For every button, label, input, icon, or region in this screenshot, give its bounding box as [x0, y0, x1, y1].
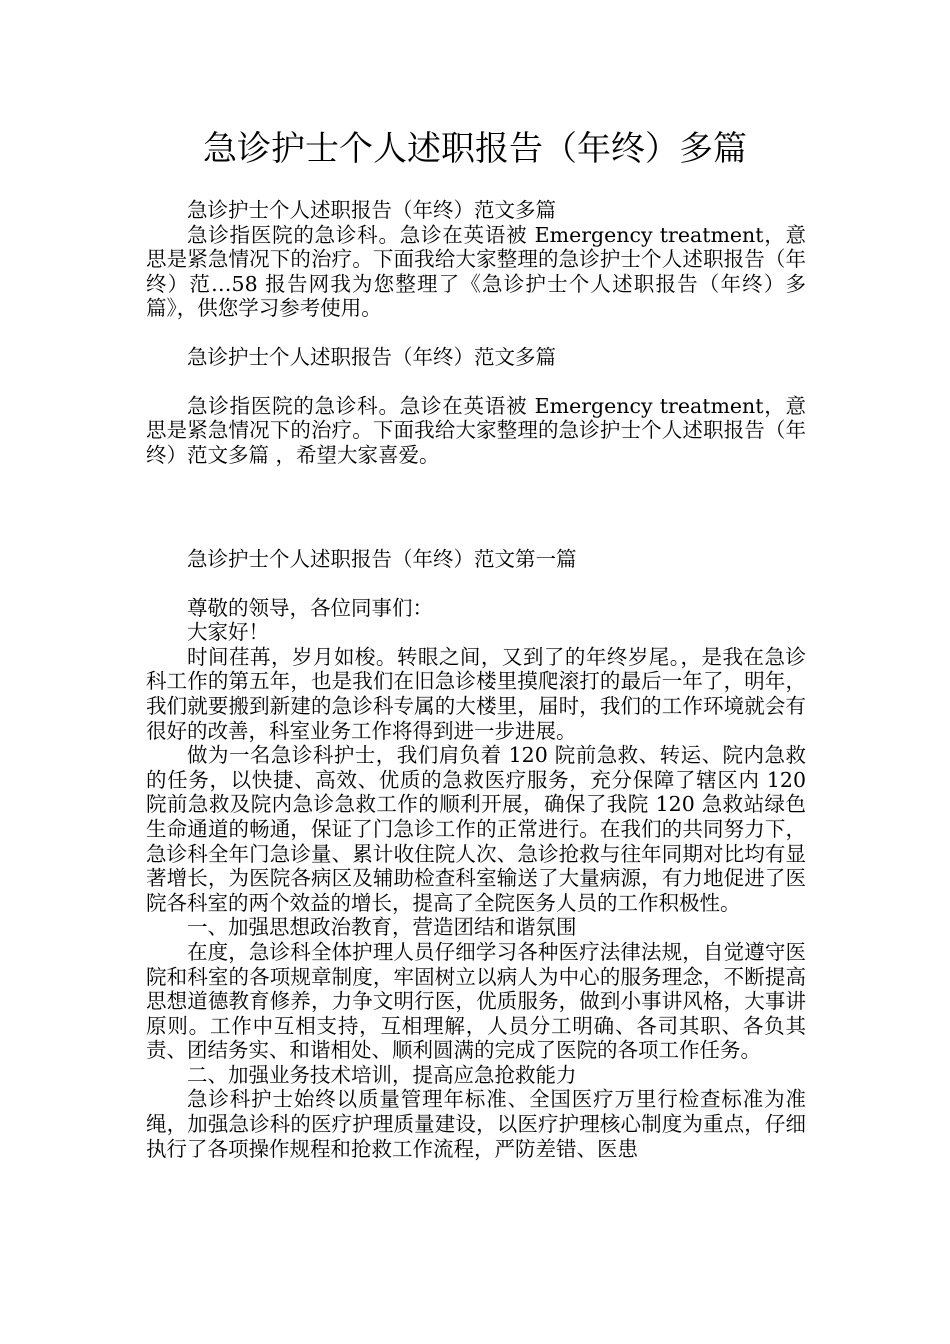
spacer — [146, 321, 806, 345]
document-title: 急诊护士个人述职报告（年终）多篇 — [203, 129, 747, 169]
intro-block — [146, 198, 806, 467]
intro-paragraph-4: 急诊指医院的急诊科。急诊在英语被 Emergency treatment，意思是紧急情况下的治疗。下面我给大家整理的急诊护士个人述职报告（年终）范文多篇 ，希望大家喜爱。 — [146, 393, 806, 467]
section-heading: 急诊护士个人述职报告（年终）范文第一篇 — [187, 547, 577, 571]
salutation: 尊敬的领导，各位同事们： — [187, 595, 433, 620]
intro-paragraph-3: 急诊护士个人述职报告（年终）范文多篇 — [187, 344, 556, 369]
intro-paragraph-2: 急诊指医院的急诊科。急诊在英语被 Emergency treatment，意思是紧急情况下的治疗。下面我给大家整理的急诊护士个人述职报告（年终）范…58 报告网我为您整理了《急诊护士个人述职报告（年终）多篇》，供您学习参考使用。 — [146, 222, 806, 321]
spacer — [146, 370, 806, 394]
section-1-block — [146, 547, 806, 1161]
spacer — [146, 572, 806, 596]
body-paragraph-2: 做为一名急诊科护士，我们肩负着 120 院前急救、转运、院内急救的任务，以快捷、高效、优质的急救医疗服务，充分保障了辖区内 120 院前急救及院内急诊急救工作的顺利开展，确保了我院 120 急救站绿色生命通道的畅通，保证了门急诊工作的正常进行。在我们的共同努力下，急诊科全年门急诊量、累计收住院人次、急诊抢救与往年同期对比均有显著增长，为医院各病区及辅助检查科室输送了大量病源，有力地促进了医院各科室的两个效益的增长，提高了全院医务人员的工作积极性。 — [146, 743, 806, 915]
greeting: 大家好！ — [187, 620, 269, 645]
subheading-1: 一、加强思想政治教育，营造团结和谐氛围 — [187, 915, 577, 940]
body-paragraph-3: 在度，急诊科全体护理人员仔细学习各种医疗法律法规，自觉遵守医院和科室的各项规章制度，牢固树立以病人为中心的服务理念，不断提高思想道德教育修养，力争文明行医，优质服务，做到小事讲风格，大事讲原则。工作中互相支持，互相理解，人员分工明确、各司其职、各负其责、团结务实、和谐相处、顺利圆满的完成了医院的各项工作任务。 — [146, 939, 806, 1063]
intro-paragraph-1: 急诊护士个人述职报告（年终）范文多篇 — [187, 198, 556, 222]
body-paragraph-4: 急诊科护士始终以质量管理年标准、全国医疗万里行检查标准为准绳，加强急诊科的医疗护理质量建设，以医疗护理核心制度为重点，仔细执行了各项操作规程和抢救工作流程，严防差错、医患 — [146, 1087, 806, 1161]
body-paragraph-1: 时间荏苒，岁月如梭。转眼之间，又到了的年终岁尾。，是我在急诊科工作的第五年，也是我们在旧急诊楼里摸爬滚打的最后一年了，明年，我们就要搬到新建的急诊科专属的大楼里，届时，我们的工作环境就会有很好的改善，科室业务工作将得到进一步进展。 — [146, 644, 806, 743]
subheading-2: 二、加强业务技术培训，提高应急抢救能力 — [187, 1062, 577, 1087]
